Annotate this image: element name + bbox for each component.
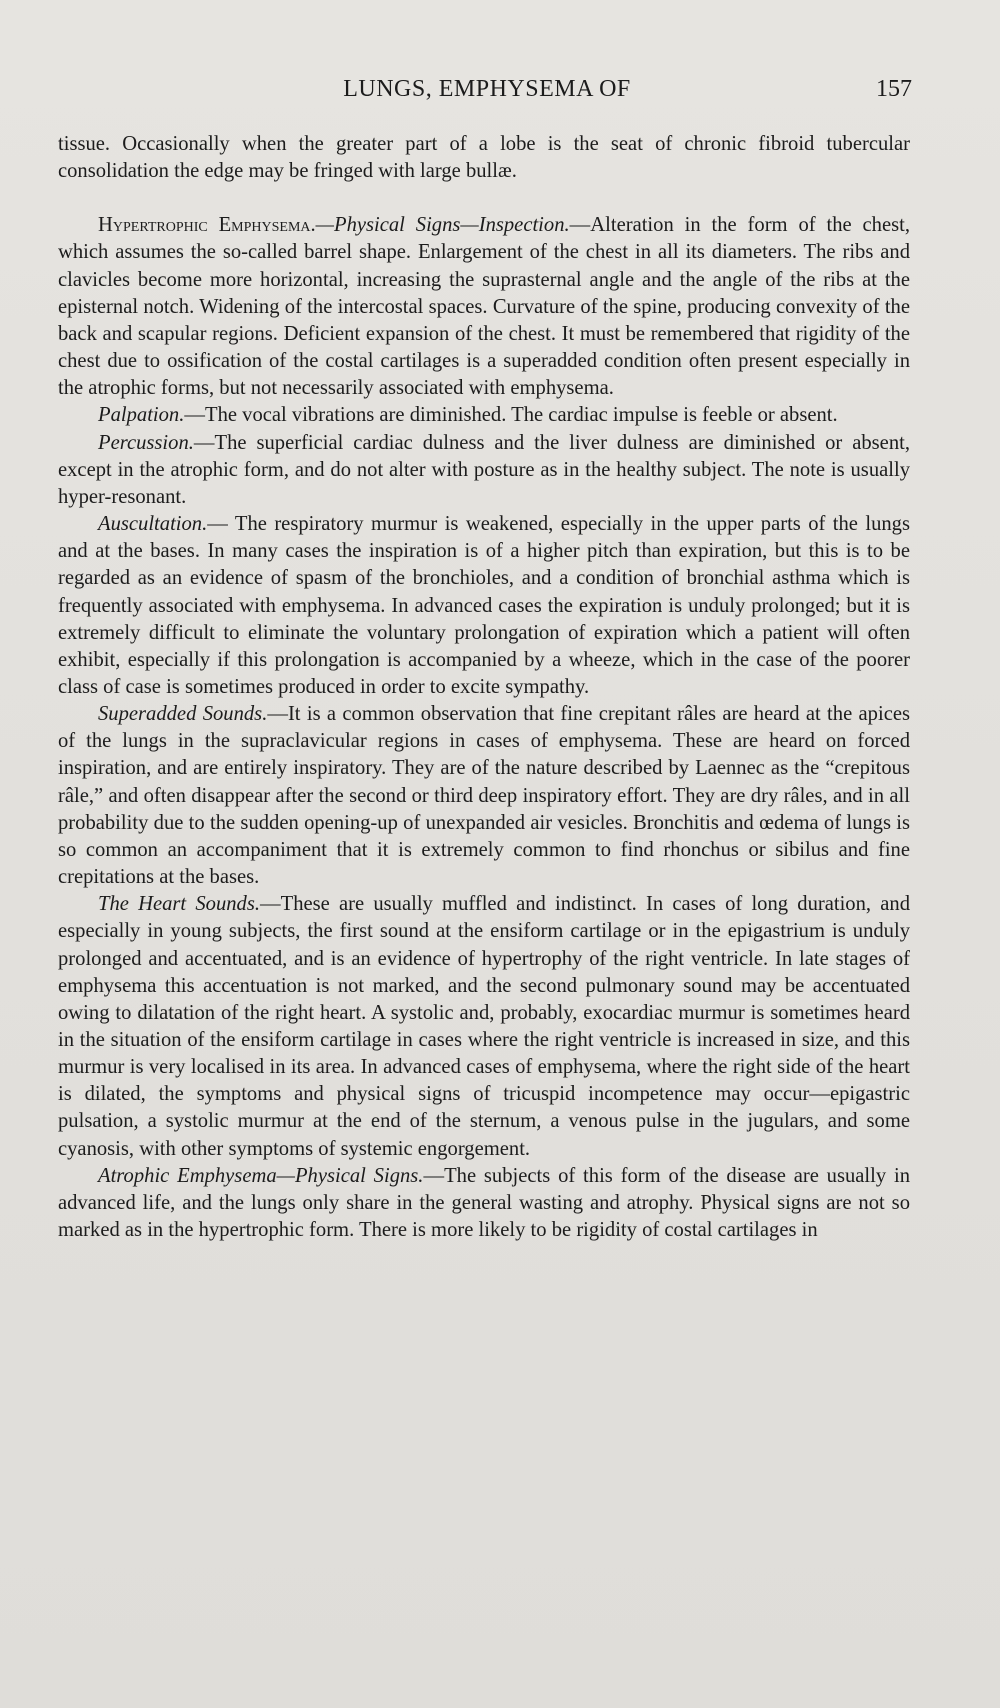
subsection-label: Superadded Sounds.: [98, 703, 268, 726]
paragraph-text: —The vocal vibrations are diminished. The cardiac impulse is feeble or absent.: [184, 404, 838, 427]
paragraph-text: —The superficial cardiac dulness and the liver dulness are diminished or absent, except in the atrophic form, and do not alter with posture as in the healthy subject. The note is usually hyper-resonant.: [58, 431, 910, 508]
page-number: 157: [876, 76, 912, 102]
section-subheading: —Physical Signs—Inspection.: [315, 214, 570, 237]
paragraph-palpation: [58, 402, 910, 429]
paragraph-atrophic-emphysema: [58, 1163, 910, 1244]
subsection-label: Percussion.: [98, 431, 194, 454]
page-header: [62, 76, 912, 112]
subsection-label: Auscultation.: [98, 513, 208, 536]
paragraph-percussion: [58, 430, 910, 511]
running-head: LUNGS, EMPHYSEMA OF: [343, 76, 631, 102]
paragraph-bullae: [58, 131, 910, 185]
paragraph-text: tissue. Occasionally when the greater part of a lobe is the seat of chronic fibroid tubercular consolidation the edge may be fringed with large bullæ.: [58, 133, 910, 183]
subsection-label: The Heart Sounds.: [98, 893, 261, 916]
subsection-label: Atrophic Emphysema—Physical Signs.: [98, 1164, 424, 1187]
paragraph-text: —The subjects of this form of the disease are usually in advanced life, and the lungs only share in the general wasting and atrophy. Physical signs are not so marked as in the hypertrophic form. There is more likely to be rigidity of costal cartilages in: [58, 1164, 911, 1242]
paragraph-text: —Alteration in the form of the chest, which assumes the so-called barrel shape. Enlargement of the chest in all its diameters. The ribs and clavicles become more horizontal, increasing the suprasternal angle and the angle of the ribs at the episternal notch. Widening of the intercostal spaces. Curvature of the spine, producing convexity of the back and scapular regions. Deficient expansion of the chest. It must be remembered that rigidity of the chest due to ossification of the costal cartilages is a superadded condition often present especially in the atrophic forms, but not necessarily associated with emphysema.: [58, 214, 910, 400]
subsection-label: Palpation.: [98, 404, 185, 427]
paragraph-text: —It is a common observation that fine crepitant râles are heard at the apices of the lungs in the supraclavicular regions in cases of emphysema. These are heard on forced inspiration, and are entirely inspiratory. They are of the nature described by Laennec as the “crepitous râle,” and often disappear after the second or third deep inspiratory effort. They are dry râles, and in all probability due to the sudden opening-up of unexpanded air vesicles. Bronchitis and œdema of lungs is so common an accompaniment that it is extremely common to find rhonchus or sibilus and fine crepitations at the bases.: [58, 703, 910, 889]
paragraph-heart-sounds: [58, 891, 910, 1163]
paragraph-text: — The respiratory murmur is weakened, especially in the upper parts of the lungs and at the bases. In many cases the inspiration is of a higher pitch than expiration, but this is to be regarded as an evidence of spasm of the bronchioles, and a condition of bronchial asthma which is frequently associated with emphysema. In advanced cases the expiration is unduly prolonged; but it is extremely difficult to eliminate the voluntary prolongation of expiration which a patient will often exhibit, especially if this prolongation is accompanied by a wheeze, which in the case of the poorer class of case is sometimes produced in order to excite sympathy.: [58, 513, 910, 698]
section-heading: Hypertrophic Emphysema.: [98, 214, 316, 237]
body-text: [58, 131, 910, 1244]
paragraph-hypertrophic-emphysema: [58, 212, 910, 402]
paragraph-superadded-sounds: [58, 701, 910, 891]
paragraph-gap: [58, 185, 910, 212]
paragraph-text: —These are usually muffled and indistinct. In cases of long duration, and especially in young subjects, the first sound at the ensiform cartilage or in the epigastrium is unduly prolonged and accentuated, and is an evidence of hypertrophy of the right ventricle. In late stages of emphysema this accentuation is not marked, and the second pulmonary sound may be accentuated owing to dilatation of the right heart. A systolic and, probably, exocardiac murmur is sometimes heard in the situation of the ensiform cartilage in cases where the right ventricle is increased in size, and this murmur is very localised in its area. In advanced cases of emphysema, where the right side of the heart is dilated, the symptoms and physical signs of tricuspid incompetence may occur—epigastric pulsation, a systolic murmur at the end of the sternum, a venous pulse in the jugulars, and some cyanosis, with other symptoms of systemic engorgement.: [58, 893, 910, 1160]
paragraph-auscultation: [58, 511, 910, 701]
